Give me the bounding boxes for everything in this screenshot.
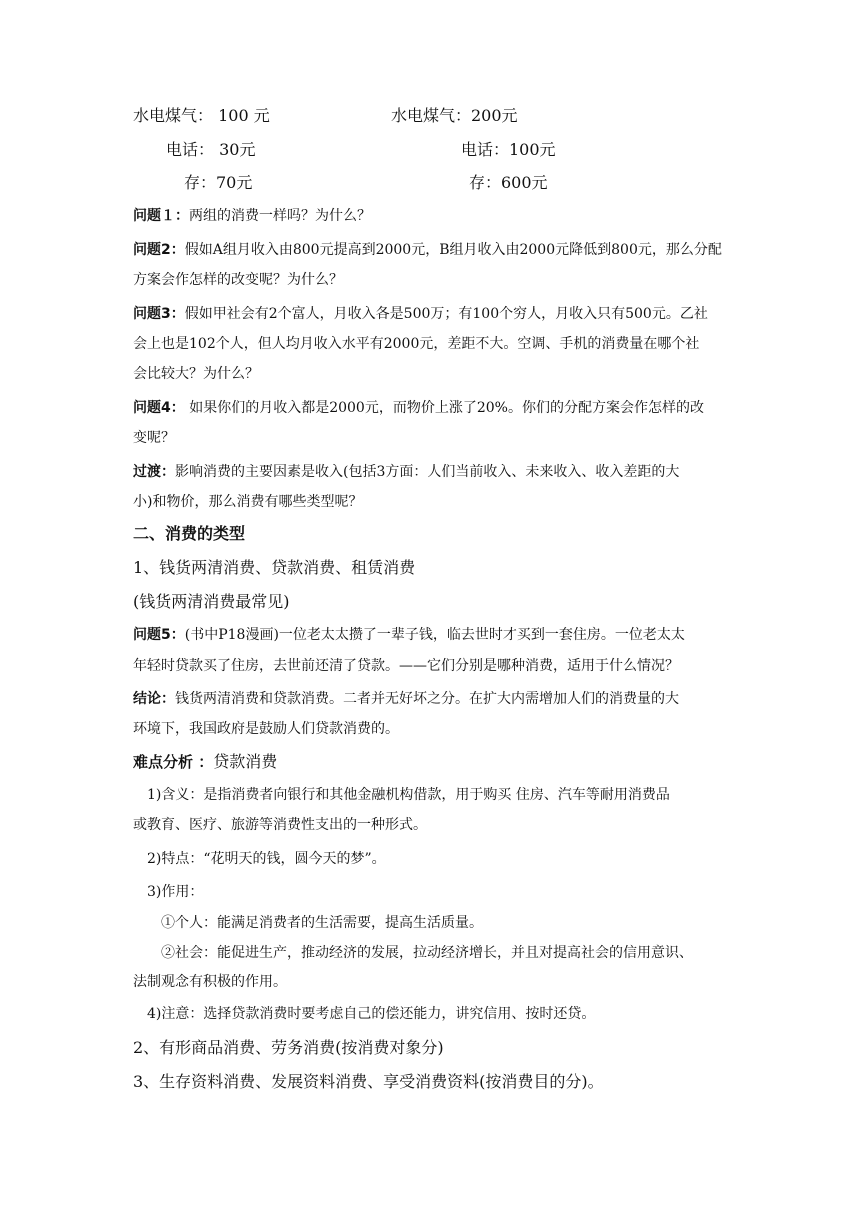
conclusion-line-1	[133, 692, 679, 706]
group-a-phone: 电话： 30元	[166, 140, 256, 159]
question-2-label: 问题2：	[133, 242, 185, 258]
transition-line-1	[133, 465, 679, 479]
conclusion-text-1: 钱货两清消费和贷款消费。二者并无好坏之分。在扩大内需增加人们的消费量的大	[175, 691, 679, 707]
question-4-line-2: 变呢？	[133, 430, 175, 446]
difficulty-analysis	[133, 754, 277, 770]
question-1-text: 两组的消费一样吗？为什么？	[189, 208, 371, 224]
consumption-type-3: 3、生存资料消费、发展资料消费、享受消费资料(按消费目的分)。	[133, 1072, 604, 1091]
loan-note: 4)注意：选择贷款消费时要考虑自己的偿还能力，讲究信用、按时还贷。	[147, 1006, 596, 1022]
transition-text-1: 影响消费的主要因素是收入(包括3方面：人们当前收入、未来收入、收入差距的大	[175, 464, 680, 480]
loan-meaning-line-2: 或教育、医疗、旅游等消费性支出的一种形式。	[133, 817, 427, 833]
consumption-type-1: 1、钱货两清消费、贷款消费、租赁消费	[133, 558, 416, 577]
question-4-line-1	[133, 401, 704, 415]
transition-label: 过渡：	[133, 464, 175, 480]
section-title-consumption-types: 二、消费的类型	[133, 524, 246, 543]
question-5-line-1	[133, 628, 685, 642]
conclusion-line-2: 环境下，我国政府是鼓励人们贷款消费的。	[133, 721, 399, 737]
question-5-label: 问题5：	[133, 627, 185, 643]
question-3-line-3: 会比较大？为什么？	[133, 366, 259, 382]
question-3-label: 问题3：	[133, 306, 185, 322]
question-1-label: 问题１：	[133, 208, 189, 224]
loan-effect-personal: ①个人：能满足消费者的生活需要，提高生活质量。	[161, 915, 483, 931]
question-5-line-2: 年轻时贷款买了住房，去世前还清了贷款。——它们分别是哪种消费，适用于什么情况？	[133, 658, 679, 674]
question-2-line-2: 方案会作怎样的改变呢？为什么？	[133, 272, 343, 288]
question-1	[133, 209, 371, 223]
question-4-text-1: 如果你们的月收入都是2000元，而物价上涨了20%。你们的分配方案会作怎样的改	[184, 400, 704, 416]
loan-effect: 3)作用：	[147, 884, 204, 900]
question-3-line-2: 会上也是102个人，但人均月收入水平有2000元，差距不大。空调、手机的消费量在哪个社	[133, 336, 700, 352]
question-2-text-1: 假如A组月收入由800元提高到2000元，B组月收入由2000元降低到800元，那么分配	[184, 242, 722, 258]
conclusion-label: 结论：	[133, 691, 175, 707]
question-4-label: 问题4：	[133, 400, 185, 416]
question-2-line-1	[133, 243, 722, 257]
loan-feature: 2)特点：“花明天的钱，圆今天的梦”。	[147, 851, 386, 867]
consumption-type-1-note: (钱货两清消费最常见)	[133, 592, 290, 611]
loan-effect-social-line-2: 法制观念有积极的作用。	[133, 974, 287, 990]
question-5-text-1: (书中P18漫画)一位老太太攒了一辈子钱，临去世时才买到一套住房。一位老太太	[184, 627, 685, 643]
loan-meaning-line-1: 1)含义：是指消费者向银行和其他金融机构借款，用于购买 住房、汽车等耐用消费品	[147, 787, 670, 803]
consumption-type-2: 2、有形商品消费、劳务消费(按消费对象分)	[133, 1038, 444, 1057]
loan-effect-social-line-1: ②社会：能促进生产，推动经济的发展，拉动经济增长，并且对提高社会的信用意识、	[161, 945, 693, 961]
group-b-savings: 存：600元	[469, 173, 548, 192]
difficulty-label: 难点分析 ：	[133, 753, 214, 771]
group-b-phone: 电话：100元	[461, 140, 556, 159]
question-3-text-1: 假如甲社会有2个富人，月收入各是500万；有100个穷人，月收入只有500元。乙社	[184, 306, 708, 322]
group-a-utilities: 水电煤气： 100 元	[133, 106, 270, 125]
group-a-savings: 存：70元	[184, 173, 253, 192]
difficulty-text: 贷款消费	[213, 752, 278, 771]
group-b-utilities: 水电煤气：200元	[391, 106, 518, 125]
transition-line-2: 小)和物价，那么消费有哪些类型呢？	[133, 494, 363, 510]
question-3-line-1	[133, 307, 708, 321]
